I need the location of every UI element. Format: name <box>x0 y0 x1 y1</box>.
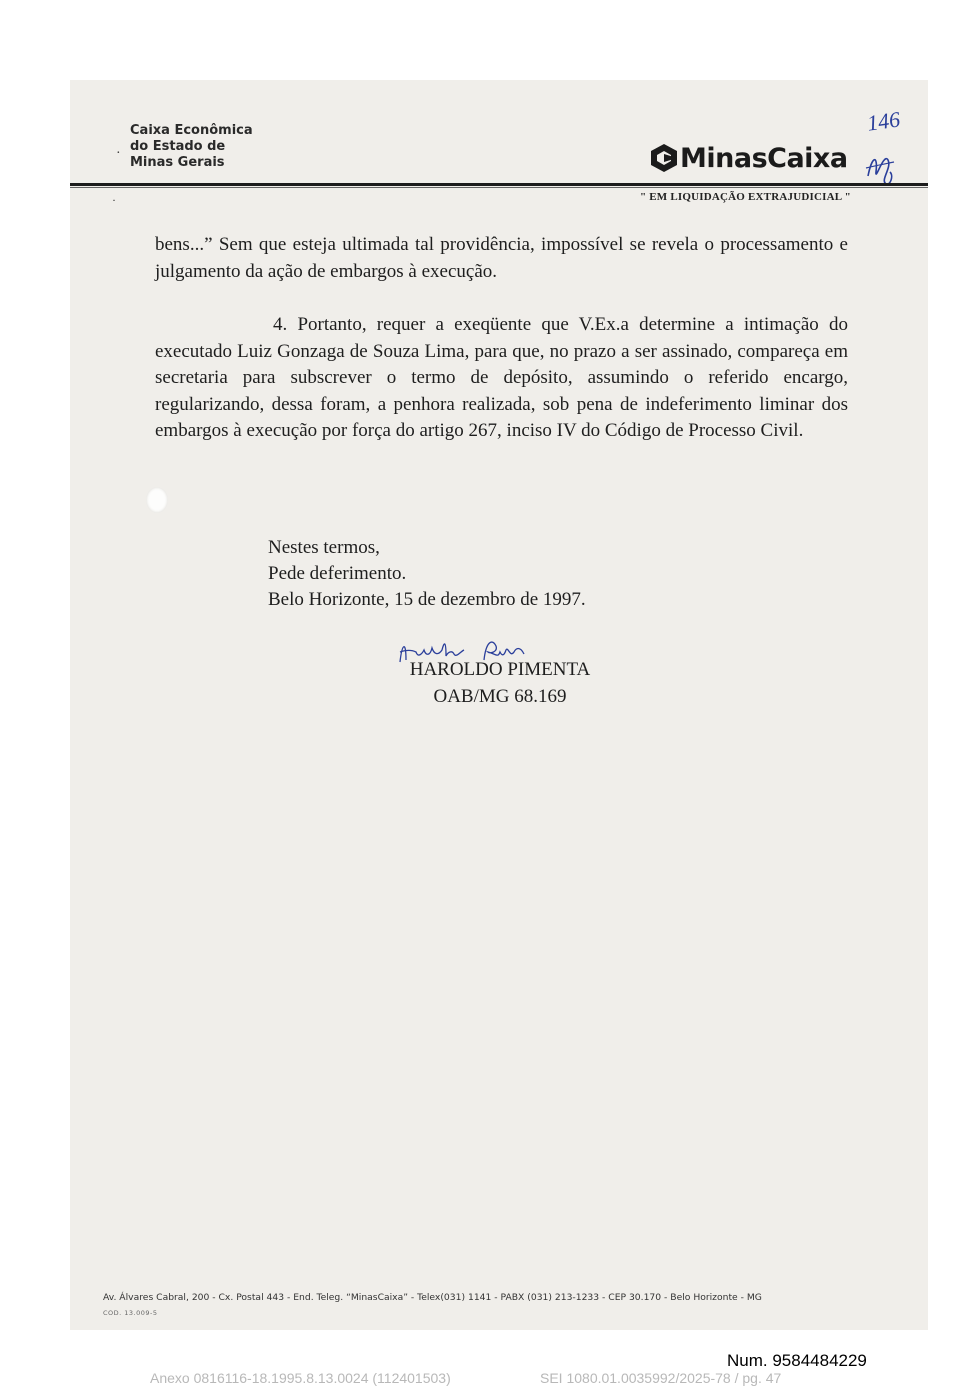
handwritten-page-number: 146 <box>865 106 902 136</box>
closing-block <box>268 535 586 613</box>
liquidation-note: " EM LIQUIDAÇÃO EXTRAJUDICIAL " <box>640 191 851 203</box>
paragraph-text: 4. Portanto, requer a exeqüente que V.Ex.a determine a intimação do executado Luiz Gonzaga de Souza Lima, para que, no prazo a ser assinado, compareça em secretaria para subscrever o termo de depósito, assumindo o referido encargo, regularizando, dessa foram, a penhora realizada, sob pena de indeferimento liminar dos embargos à execução por força do artigo 267, inciso IV do Código de Processo Civil. <box>155 314 848 441</box>
annex-reference: Anexo 0816116-18.1995.8.13.0024 (112401503) <box>150 1370 451 1386</box>
paragraph-continuation <box>155 232 848 285</box>
signer-block <box>390 656 610 710</box>
paragraph-text: bens...” Sem que esteja ultimada tal providência, impossível se revela o processamento e julgamento da ação de embargos à execução. <box>155 234 848 282</box>
header-rule-thin <box>70 187 928 188</box>
logo-text: MinasCaixa <box>680 142 848 174</box>
minascaixa-logo <box>650 138 848 178</box>
footer-code: COD. 13.009-5 <box>103 1309 158 1317</box>
org-line: Caixa Econômica <box>130 123 253 138</box>
signer-registration: OAB/MG 68.169 <box>433 686 567 707</box>
closing-date: Belo Horizonte, 15 de dezembro de 1997. <box>268 589 586 610</box>
closing-line: Pede deferimento. <box>268 563 407 584</box>
footer-address: Av. Álvares Cabral, 200 - Cx. Postal 443 - End. Teleg. “MinasCaixa” - Telex(031) 1141 - PABX (031) 213-1233 - CEP 30.170 - Belo Horizonte - MG <box>103 1292 762 1303</box>
org-line: Minas Gerais <box>130 155 225 170</box>
header-rule <box>70 183 928 186</box>
org-line: do Estado de <box>130 139 226 154</box>
sei-reference: SEI 1080.01.0035992/2025-78 / pg. 47 <box>540 1370 782 1386</box>
logo-mark-icon <box>650 143 678 173</box>
margin-mark: · <box>116 146 121 161</box>
punch-hole <box>146 487 168 513</box>
signer-name: HAROLDO PIMENTA <box>409 659 591 680</box>
document-number: Num. 9584484229 <box>727 1351 867 1370</box>
organization-name <box>130 123 253 171</box>
margin-mark: · <box>112 193 116 207</box>
closing-line: Nestes termos, <box>268 537 380 558</box>
paragraph-request <box>155 312 848 445</box>
